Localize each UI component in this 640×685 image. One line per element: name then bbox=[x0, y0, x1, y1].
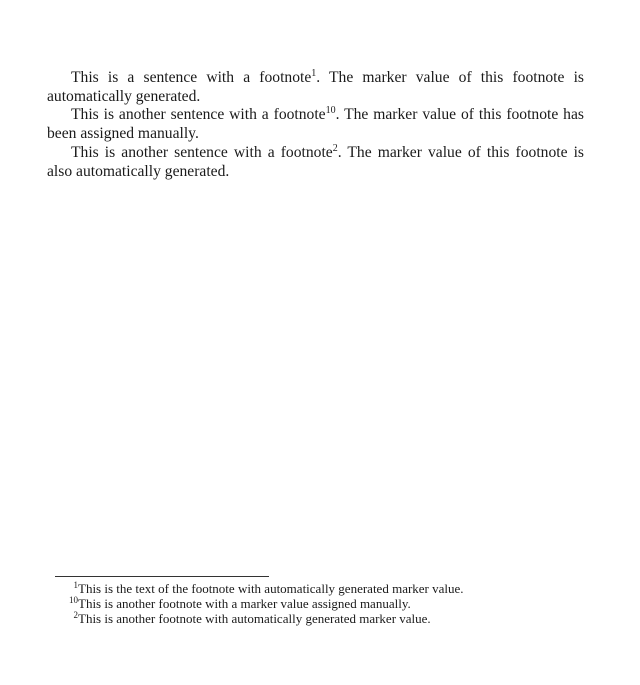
paragraph-text-before: This is another sentence with a footnote bbox=[71, 143, 333, 161]
footnote-text: This is the text of the footnote with automatically generated marker value. bbox=[78, 581, 464, 596]
footnote-marker: 1 bbox=[73, 580, 78, 590]
footnote-separator-rule bbox=[55, 576, 269, 577]
footnotes-section bbox=[47, 581, 584, 626]
footnote-text: This is another footnote with a marker value assigned manually. bbox=[78, 596, 411, 611]
footnote-text: This is another footnote with automatically generated marker value. bbox=[78, 611, 431, 626]
footnote-marker-link[interactable]: 1 bbox=[311, 68, 317, 79]
footnote-marker: 10 bbox=[69, 595, 78, 605]
footnote-marker: 2 bbox=[73, 610, 78, 620]
body-text bbox=[47, 69, 584, 181]
paragraph-text-after: . The marker value of this footnote is also automatically generated. bbox=[47, 143, 584, 180]
paragraph-3 bbox=[47, 144, 584, 181]
footnote-marker-link[interactable]: 2 bbox=[332, 142, 338, 154]
paragraph-text-before: This is another sentence with a footnote bbox=[71, 106, 326, 124]
paragraph-text-after: . The marker value of this footnote is automatically generated. bbox=[47, 69, 584, 105]
footnote-1 bbox=[47, 581, 584, 596]
paragraph-1 bbox=[47, 69, 584, 106]
footnote-2 bbox=[47, 611, 584, 626]
paragraph-text-after: . The marker value of this footnote has been assigned manually. bbox=[47, 106, 584, 143]
footnote-marker-link[interactable]: 10 bbox=[325, 105, 336, 117]
paragraph-text-before: This is a sentence with a footnote bbox=[71, 69, 312, 86]
paragraph-2 bbox=[47, 106, 584, 143]
footnote-10 bbox=[47, 596, 584, 611]
